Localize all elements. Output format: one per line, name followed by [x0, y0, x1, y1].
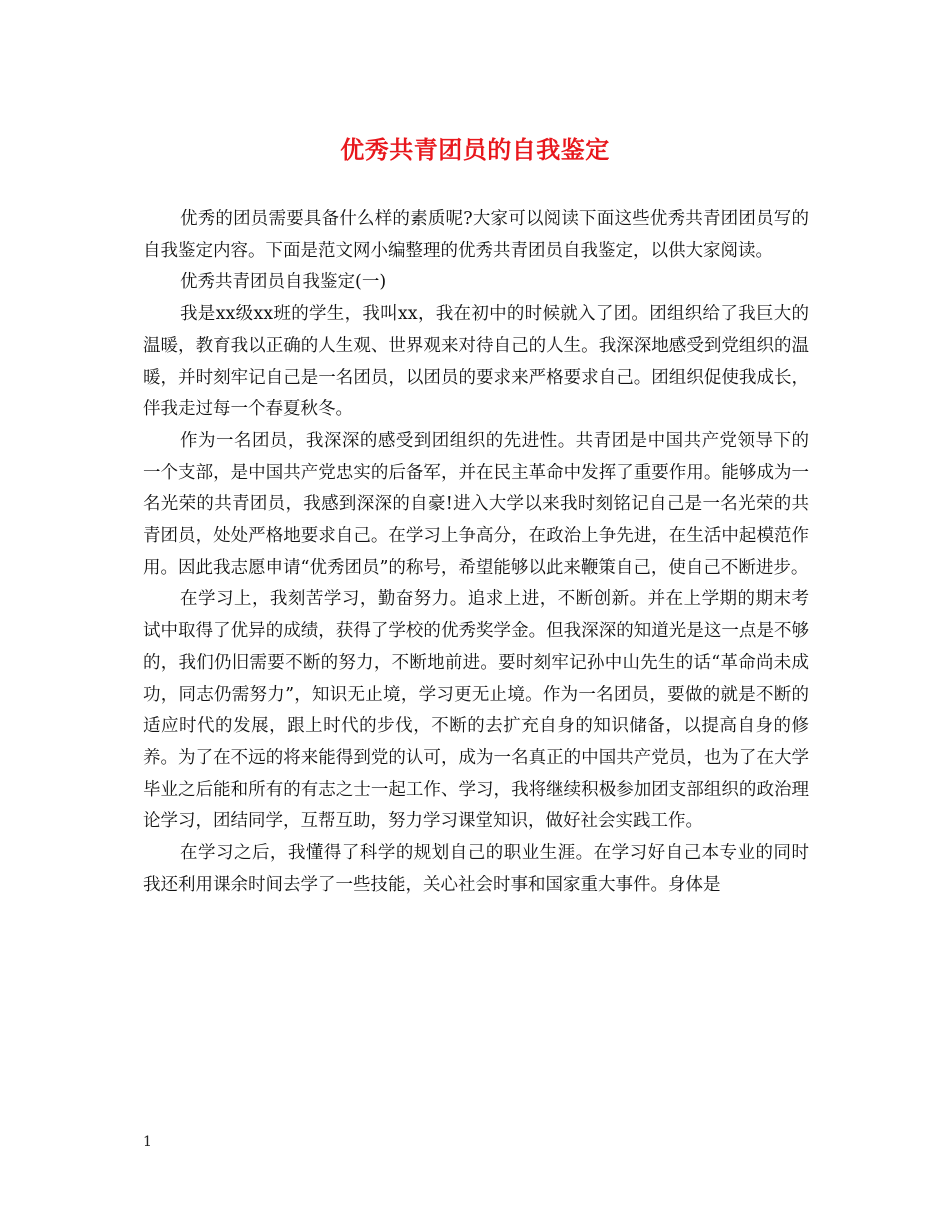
- paragraph-section-heading: 优秀共青团员自我鉴定(一): [180, 272, 387, 293]
- document-body: [143, 204, 809, 901]
- paragraph-3: 在学习上，我刻苦学习，勤奋努力。追求上进，不断创新。并在上学期的期末考试中取得了优异的成绩，获得了学校的优秀奖学金。但我深深的知道光是这一点是不够的，我们仍旧需要不断的努力，不断地前进。要时刻牢记孙中山先生的话“革命尚未成功，同志仍需努力”，知识无止境，学习更无止境。作为一名团员，要做的就是不断的适应时代的发展，跟上时代的步伐，不断的去扩充自身的知识储备，以提高自身的修养。为了在不远的将来能得到党的认可，成为一名真正的中国共产党员，也为了在大学毕业之后能和所有的有志之士一起工作、学习，我将继续积极参加团支部组织的政治理论学习，团结同学，互帮互助，努力学习课堂知识，做好社会实践工作。: [143, 589, 809, 832]
- document-title: 优秀共青团员的自我鉴定: [340, 135, 610, 164]
- paragraph-2: 作为一名团员，我深深的感受到团组织的先进性。共青团是中国共产党领导下的一个支部，是中国共产党忠实的后备军，并在民主革命中发挥了重要作用。能够成为一名光荣的共青团员，我感到深深的自豪!进入大学以来我时刻铭记自己是一名光荣的共青团员，处处严格地要求自己。在学习上争高分，在政治上争先进，在生活中起模范作用。因此我志愿申请“优秀团员”的称号，希望能够以此来鞭策自己，使自己不断进步。: [143, 430, 809, 578]
- paragraph-intro: 优秀的团员需要具备什么样的素质呢?大家可以阅读下面这些优秀共青团团员写的自我鉴定内容。下面是范文网小编整理的优秀共青团员自我鉴定，以供大家阅读。: [143, 209, 809, 261]
- paragraph-4: 在学习之后，我懂得了科学的规划自己的职业生涯。在学习好自己本专业的同时我还利用课余时间去学了一些技能，关心社会时事和国家重大事件。身体是: [143, 843, 809, 895]
- paragraph-1: 我是xx级xx班的学生，我叫xx，我在初中的时候就入了团。团组织给了我巨大的温暖，教育我以正确的人生观、世界观来对待自己的人生。我深深地感受到党组织的温暖，并时刻牢记自己是一名团员，以团员的要求来严格要求自己。团组织促使我成长，伴我走过每一个春夏秋冬。: [143, 304, 809, 420]
- page-number: 1: [143, 1134, 152, 1150]
